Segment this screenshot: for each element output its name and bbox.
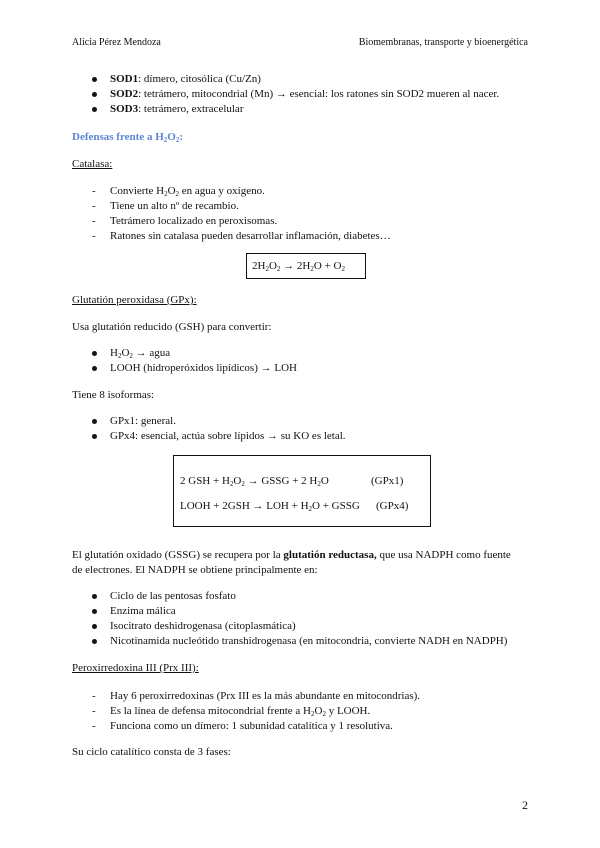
prx-title: Peroxirredoxina III (Prx III): — [72, 662, 199, 674]
sod-item: SOD3: tetrámero, extracelular — [110, 103, 244, 115]
gpx-isoform: GPx1: general. — [110, 415, 176, 427]
nadph-source: Ciclo de las pentosas fosfato — [110, 590, 236, 602]
header-topic: Biomembranas, transporte y bioenergética — [358, 37, 528, 48]
dash-icon: - — [92, 200, 96, 212]
gpx-reaction-1: 2 GSH + $H_2O_2$ → GSSG + 2 $H_2O$ — [180, 475, 329, 488]
dash-icon: - — [92, 215, 96, 227]
gssg-paragraph-line2: de electrones. El NADPH se obtiene principalmente en: — [72, 564, 318, 576]
nadph-source: Isocitrato deshidrogenasa (citoplasmática) — [110, 620, 296, 632]
gpx-reaction-1-tag: (GPx1) — [371, 475, 404, 487]
gpx-item: $H_2O_2$ → agua — [110, 347, 171, 360]
page-number: 2 — [522, 798, 528, 812]
catalase-item: Tiene un alto nº de recambio. — [110, 200, 239, 212]
bullet-icon — [92, 594, 97, 599]
bullet-icon — [92, 77, 97, 82]
bullet-icon — [92, 366, 97, 371]
catalase-title: Catalasa: — [72, 158, 113, 170]
gssg-paragraph-line1: El glutatión oxidado (GSSG) se recupera por la glutatión reductasa, que usa NADPH como fuente — [72, 549, 511, 561]
sod-item: SOD2: tetrámero, mitocondrial (Mn) → esencial: los ratones sin SOD2 mueren al nacer. — [110, 88, 500, 100]
nadph-source: Nicotinamida nucleótido transhidrogenasa (en mitocondria, convierte NADH en NADPH) — [110, 635, 508, 647]
bullet-icon — [92, 624, 97, 629]
catalase-item: Convierte $H_2O_2$ en agua y oxígeno. — [110, 185, 265, 198]
bullet-icon — [92, 434, 97, 439]
gpx-isoform: GPx4: esencial, actúa sobre lípidos → su KO es letal. — [110, 430, 346, 442]
catalase-equation: $2H_2O_2 \to 2H_2O + O_2$ — [252, 260, 345, 273]
gpx-isoforms-intro: Tiene 8 isoformas: — [72, 389, 155, 401]
section-heading-defenses: Defensas frente a $H_2O_2$: — [72, 131, 183, 144]
catalase-item: Tetrámero localizado en peroxisomas. — [110, 215, 278, 227]
gpx-item: LOOH (hidroperóxidos lipídicos) → LOH — [110, 362, 297, 374]
dash-icon: - — [92, 230, 96, 242]
bullet-icon — [92, 351, 97, 356]
dash-icon: - — [92, 705, 96, 717]
bullet-icon — [92, 639, 97, 644]
prx-closing: Su ciclo catalítico consta de 3 fases: — [72, 746, 231, 758]
bullet-icon — [92, 419, 97, 424]
header-author: Alicia Pérez Mendoza — [72, 37, 161, 48]
gpx-reactions-box — [173, 455, 431, 527]
bullet-icon — [92, 107, 97, 112]
dash-icon: - — [92, 185, 96, 197]
gpx-title: Glutatión peroxidasa (GPx): — [72, 294, 197, 306]
prx-item: Es la línea de defensa mitocondrial frente a $H_2O_2$ y LOOH. — [110, 705, 371, 718]
dash-icon: - — [92, 720, 96, 732]
nadph-source: Enzima málica — [110, 605, 176, 617]
bullet-icon — [92, 92, 97, 97]
prx-item: Funciona como un dímero: 1 subunidad catalítica y 1 resolutiva. — [110, 720, 393, 732]
gpx-intro: Usa glutatión reducido (GSH) para convertir: — [72, 321, 272, 333]
gpx-reaction-2-tag: (GPx4) — [376, 500, 409, 512]
bullet-icon — [92, 609, 97, 614]
gpx-reaction-2: LOOH + 2GSH → LOH + $H_2O$ + GSSG — [180, 500, 360, 513]
prx-item: Hay 6 peroxirredoxinas (Prx III es la más abundante en mitocondrias). — [110, 690, 421, 702]
dash-icon: - — [92, 690, 96, 702]
sod-item: SOD1: dímero, citosólica (Cu/Zn) — [110, 73, 261, 85]
catalase-item: Ratones sin catalasa pueden desarrollar inflamación, diabetes… — [110, 230, 391, 242]
